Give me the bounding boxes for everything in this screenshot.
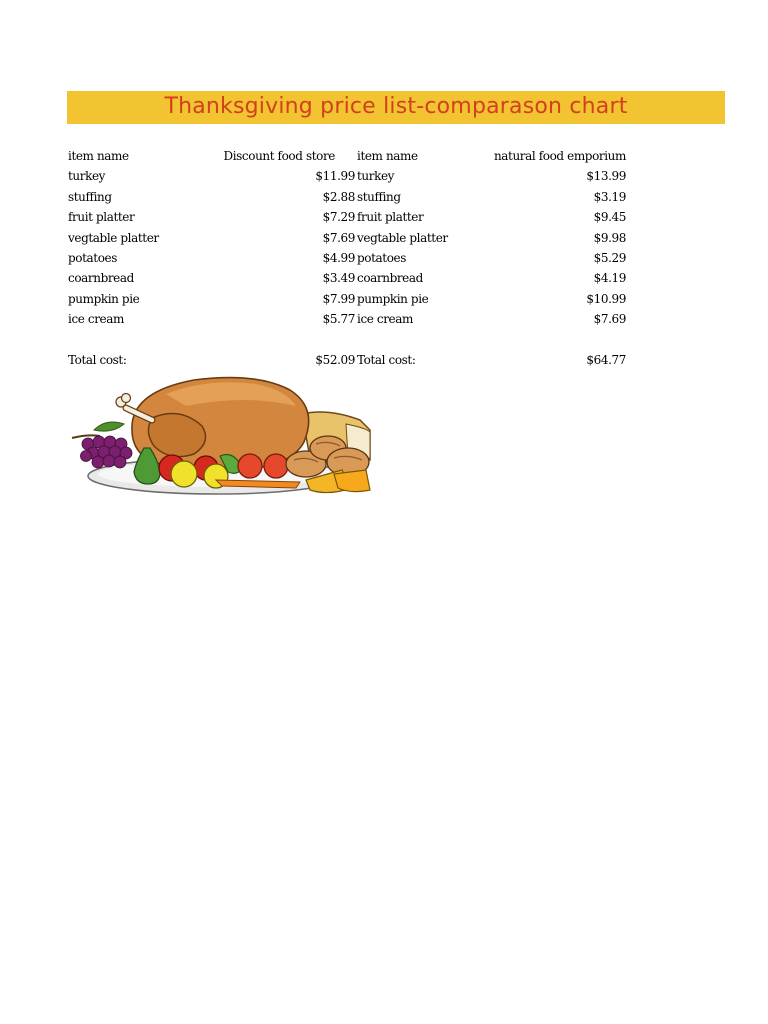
table-row — [68, 268, 628, 288]
header-discount-food-store: Discount food store — [223, 149, 335, 163]
item-b: ice cream — [357, 312, 413, 327]
total-value-b: $64.77 — [586, 352, 626, 367]
total-label-a: Total cost: — [68, 352, 127, 367]
item-b: vegtable platter — [357, 230, 448, 245]
table-row — [68, 289, 628, 309]
item-b: stuffing — [357, 189, 401, 204]
price-a: $11.99 — [315, 169, 355, 184]
price-b: $13.99 — [586, 169, 626, 184]
item-a: fruit platter — [68, 210, 135, 225]
item-a: coarnbread — [68, 271, 134, 286]
title-band — [67, 91, 725, 124]
empty-row — [68, 330, 628, 350]
item-a: vegtable platter — [68, 230, 159, 245]
price-b: $4.19 — [593, 271, 626, 286]
table-row — [68, 166, 628, 186]
price-a: $4.99 — [322, 250, 355, 265]
item-b: pumpkin pie — [357, 291, 429, 306]
table-row — [68, 187, 628, 207]
price-a: $7.69 — [322, 230, 355, 245]
header-item-name-b: item name — [357, 149, 418, 163]
item-a: turkey — [68, 169, 106, 184]
page-title: Thanksgiving price list-comparason chart — [164, 94, 628, 119]
price-a: $7.99 — [322, 291, 355, 306]
price-b: $10.99 — [586, 291, 626, 306]
table-row — [68, 248, 628, 268]
item-b: turkey — [357, 169, 395, 184]
item-a: potatoes — [68, 250, 117, 265]
price-a: $7.29 — [322, 210, 355, 225]
table-row — [68, 309, 628, 329]
total-label-b: Total cost: — [357, 352, 416, 367]
item-b: potatoes — [357, 250, 406, 265]
price-a: $5.77 — [322, 312, 355, 327]
item-b: coarnbread — [357, 271, 423, 286]
table-row — [68, 207, 628, 227]
item-a: stuffing — [68, 189, 112, 204]
header-item-name-a: item name — [68, 149, 129, 163]
total-value-a: $52.09 — [315, 352, 355, 367]
header-natural-food-emporium: natural food emporium — [493, 149, 626, 163]
table-row — [68, 228, 628, 248]
item-a: pumpkin pie — [68, 291, 140, 306]
item-b: fruit platter — [357, 210, 424, 225]
price-b: $9.98 — [593, 230, 626, 245]
price-b: $9.45 — [593, 210, 626, 225]
price-table — [68, 146, 628, 370]
price-a: $3.49 — [322, 271, 355, 286]
table-header-row — [68, 146, 628, 166]
price-a: $2.88 — [322, 189, 355, 204]
price-b: $7.69 — [593, 312, 626, 327]
price-b: $3.19 — [593, 189, 626, 204]
totals-row — [68, 350, 628, 370]
price-b: $5.29 — [593, 250, 626, 265]
turkey-platter-illustration — [66, 372, 372, 496]
item-a: ice cream — [68, 312, 124, 327]
